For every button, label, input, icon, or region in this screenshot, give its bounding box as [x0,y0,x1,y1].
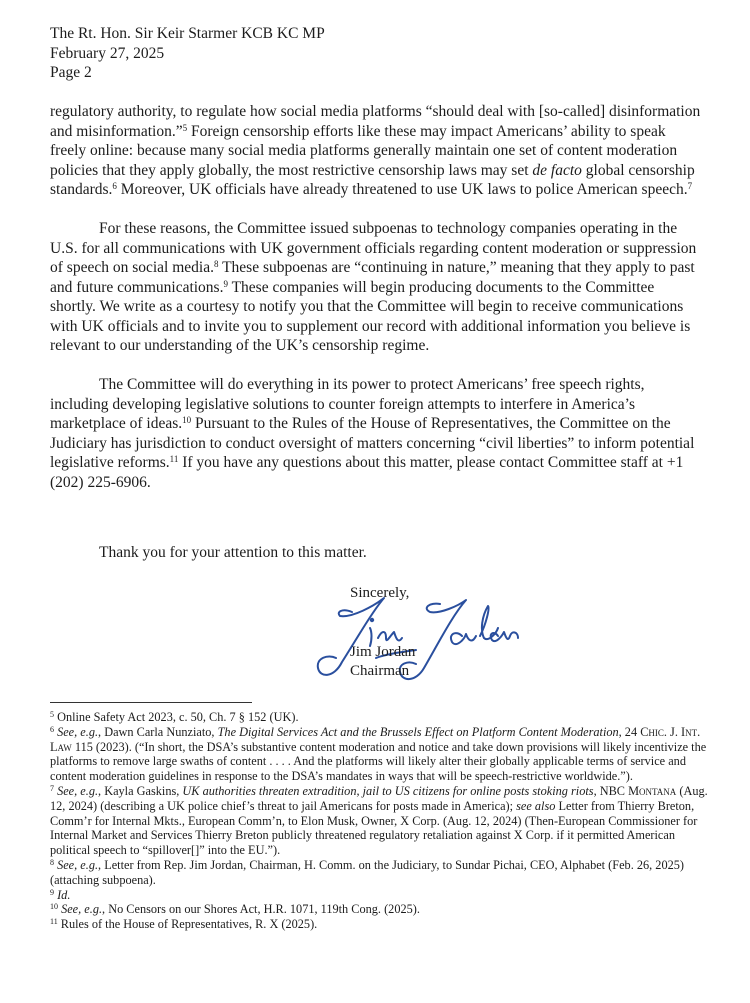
paragraph-text: global censorship standards. [50,161,695,198]
outlet-name: NBC Montana [599,783,677,798]
signature-block [350,584,415,682]
footnote-text: , 24 [618,724,641,739]
paragraph-2 [50,219,702,356]
footnote-number: 7 [50,783,54,793]
footnote-ref[interactable]: 8 [213,259,219,269]
paragraph-1 [50,102,702,200]
footnote-text: (Aug. 12, 2024) (describing a UK police chief’s threat to jail Americans for posts made in America); [50,783,708,813]
footnote-text: , Dawn Carla Nunziato, [98,724,218,739]
letter-body [50,102,702,512]
signature-space [350,604,415,643]
footnote-6 [50,725,710,784]
paragraph-text: These subpoenas are “continuing in nature,” meaning that they apply to past and future communications. [50,259,695,296]
footnote-text: Online Safety Act 2023, c. 50, Ch. 7 § 152 (UK). [54,710,299,724]
paragraph-text: For these reasons, the Committee issued subpoenas to technology companies operating in the U.S. for all communications with UK government officials regarding content moderation or suppression of speech on social media. [50,220,697,276]
signal-text: see also [516,798,556,813]
footnote-number: 10 [50,902,58,912]
footnote-ref[interactable]: 5 [182,122,188,133]
footnotes [50,710,710,932]
closing-line [50,543,367,563]
italic-text: de facto [532,161,582,179]
footnote-text: , No Censors on our Shores Act, H.R. 1071, 119th Cong. (2025). [102,902,420,917]
paragraph-text: These companies will begin producing documents to the Committee shortly. We write as a courtesy to notify you that the Committee will begin to receive communications with UK officials and to invite you to supplement our record with additional information you believe is relevant to our understanding of the UK’s censorship regime. [50,278,691,354]
signal-text: Id. [57,887,71,902]
footnote-8 [50,858,710,888]
handwritten-signature [312,578,522,690]
footnote-number: 8 [50,857,54,867]
footnote-number: 11 [50,917,58,927]
paragraph-text: The Committee will do everything in its power to protect Americans’ free speech rights, including developing legislative solutions to counter foreign attempts to interfere in America’s marketplace of ideas. [50,376,645,432]
page-number: Page 2 [50,64,92,81]
paragraph-text: Foreign censorship efforts like these may impact Americans’ ability to speak freely online: because many social media platforms generally maintain one set of content moderation policies that they apply globally, the most restrictive censorship laws may set [50,122,678,179]
footnote-text: Rules of the House of Representatives, R. X (2025). [57,917,318,932]
footnote-ref[interactable]: 7 [687,181,693,191]
paragraph-text: Moreover, UK officials have already threatened to use UK laws to police American speech. [116,181,688,198]
footnote-5 [50,710,710,725]
signal-text: See, e.g. [61,902,103,917]
signer-title: Chairman [350,663,410,679]
recipient-line: The Rt. Hon. Sir Keir Starmer KCB KC MP [50,25,325,42]
footnote-text: Letter from Thierry Breton, Comm’r for Internal Mkts., European Comm’n, to Elon Musk, Owner, X Corp. (Aug. 12, 2024) (Then-European Commissioner for Internal Market and Services Thierry Breton publicly threatened regulatory retaliation against X Corp. if it permitted American political speech to “spillover[]” into the EU.”). [50,798,698,858]
journal-name: Chic. J. Int. Law [50,724,701,754]
paragraph-text: regulatory authority, to regulate how social media platforms “should deal with [so-called] disinformation and misinformation.” [50,103,701,140]
footnote-divider [50,702,252,703]
thanks-line: Thank you for your attention to this matter. [99,544,367,561]
footnote-ref[interactable]: 11 [169,454,179,464]
footnote-text: , Kayla Gaskins, [98,783,183,798]
paragraph-text: Pursuant to the Rules of the House of Representatives, the Committee on the Judiciary has jurisdiction to conduct oversight of matters concerning “civil liberties” to inform potential legislative reforms. [50,415,695,471]
footnote-11 [50,917,710,932]
footnote-7 [50,784,710,858]
footnote-ref[interactable]: 6 [112,181,117,191]
footnote-number: 5 [50,710,54,719]
footnote-10 [50,902,710,917]
footnote-ref[interactable]: 10 [182,415,192,425]
letter-header [50,24,325,83]
signal-text: See, e.g. [57,857,99,872]
date-line: February 27, 2025 [50,44,165,62]
citation-title: The Digital Services Act and the Brussels Effect on Platform Content Moderation [217,724,619,739]
footnote-number: 9 [50,887,54,897]
footnote-9 [50,888,710,903]
footnote-number: 6 [50,724,54,734]
footnote-ref[interactable]: 9 [223,278,228,289]
paragraph-3 [50,375,702,492]
citation-title: UK authorities threaten extradition, jail to US citizens for online posts stoking riots [182,783,594,798]
signal-text: See, e.g. [57,724,99,739]
valediction: Sincerely, [350,585,410,601]
footnote-text: , Letter from Rep. Jim Jordan, Chairman, H. Comm. on the Judiciary, to Sundar Pichai, CEO, Alphabet (Feb. 26, 2025) (attaching subpoena). [50,857,684,887]
paragraph-text: If you have any questions about this matter, please contact Committee staff at +1 (202) 225-6906. [50,454,684,491]
signal-text: See, e.g. [57,783,99,798]
signer-name: Jim Jordan [350,643,416,660]
footnote-text: 115 (2023). (“In short, the DSA’s substantive content moderation and notice and take down provisions will likely incentivize the platforms to remove large swaths of content . . . . And the platforms will likely alter their globally applicable terms of service and content moderation guidelines in response to the DSA’s mandates in ways that will be speech-restrictive worldwide.”). [50,739,707,784]
footnote-text: , [593,783,600,798]
